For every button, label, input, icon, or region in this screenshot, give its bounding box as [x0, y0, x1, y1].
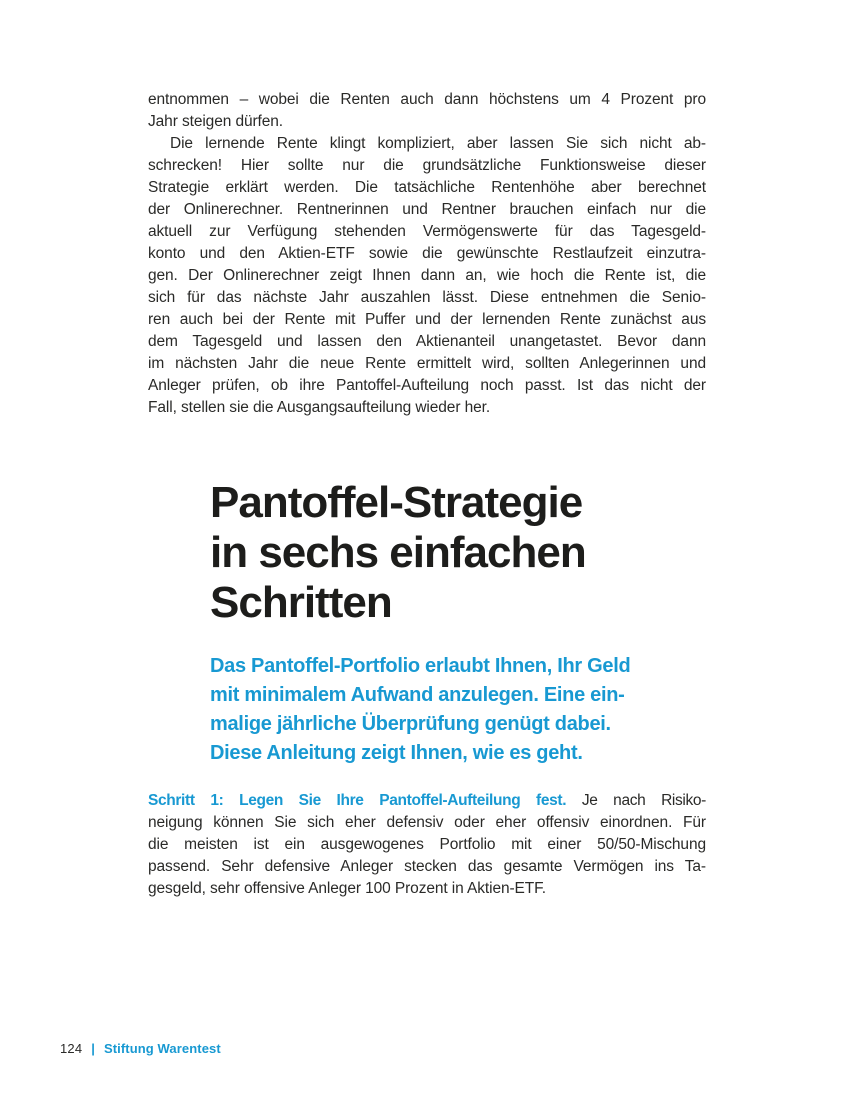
- text-line: Jahr steigen dürfen.: [148, 113, 284, 130]
- text-line: dem Tagesgeld und lassen den Aktienanteil unangetastet. Bevor dann: [148, 333, 706, 350]
- text-line: aktuell zur Verfügung stehenden Vermögenswerte für das Tagesgeld-: [148, 223, 706, 240]
- text-line: Die lernende Rente klingt kompliziert, aber lassen Sie sich nicht ab-: [170, 135, 706, 152]
- chapter-lead-line: Das Pantoffel-Portfolio erlaubt Ihnen, Ihr Geld: [210, 655, 631, 677]
- chapter-title-line: Schritten: [210, 578, 392, 627]
- chapter-lead-line: Diese Anleitung zeigt Ihnen, wie es geht.: [210, 742, 583, 764]
- text-line: Strategie erklärt werden. Die tatsächliche Rentenhöhe aber berechnet: [148, 179, 706, 196]
- text-line: entnommen – wobei die Renten auch dann höchstens um 4 Prozent pro: [148, 91, 706, 108]
- page-number: 124: [60, 1041, 83, 1056]
- chapter-lead: [210, 652, 710, 768]
- text-line: die meisten ist ein ausgewogenes Portfolio mit einer 50/50-Mischung: [148, 836, 706, 853]
- text-line: konto und den Aktien-ETF sowie die gewünschte Restlaufzeit einzutra-: [148, 245, 706, 262]
- intro-paragraphs: [148, 89, 706, 419]
- chapter-title-line: Pantoffel-Strategie: [210, 478, 583, 527]
- chapter-lead-line: mit minimalem Aufwand anzulegen. Eine ein-: [210, 684, 625, 706]
- text-line: im nächsten Jahr die neue Rente ermittelt wird, sollten Anlegerinnen und: [148, 355, 706, 372]
- text-line: schrecken! Hier sollte nur die grundsätzliche Funktionsweise dieser: [148, 157, 706, 174]
- step1-paragraph: [148, 790, 706, 900]
- text-line: Anleger prüfen, ob ihre Pantoffel-Aufteilung noch passt. Ist das nicht der: [148, 377, 706, 394]
- content-column: [148, 0, 706, 1100]
- text-line: neigung können Sie sich eher defensiv oder eher offensiv einordnen. Für: [148, 814, 706, 831]
- publisher-name: Stiftung Warentest: [103, 1041, 221, 1056]
- text-line: passend. Sehr defensive Anleger stecken das gesamte Vermögen ins Ta-: [148, 858, 706, 875]
- text-line: der Onlinerechner. Rentnerinnen und Rentner brauchen einfach nur die: [148, 201, 706, 218]
- chapter-title-line: in sechs einfachen: [210, 528, 586, 577]
- text-line: ren auch bei der Rente mit Puffer und der lernenden Rente zunächst aus: [148, 311, 706, 328]
- text-line: gesgeld, sehr offensive Anleger 100 Prozent in Aktien-ETF.: [148, 880, 547, 897]
- text-line: sich für das nächste Jahr auszahlen lässt. Diese entnehmen die Senio-: [148, 289, 706, 306]
- page-footer: [60, 1041, 221, 1056]
- step1-line1-rest: Je nach Risiko-: [566, 792, 706, 809]
- step1-label: Schritt 1: Legen Sie Ihre Pantoffel-Aufteilung fest.: [148, 792, 567, 809]
- chapter-lead-line: malige jährliche Überprüfung genügt dabei.: [210, 713, 611, 735]
- chapter-title: [210, 478, 680, 628]
- text-line: gen. Der Onlinerechner zeigt Ihnen dann an, wie hoch die Rente ist, die: [148, 267, 706, 284]
- footer-divider: |: [91, 1041, 95, 1056]
- text-line: [148, 790, 706, 812]
- text-line: Fall, stellen sie die Ausgangsaufteilung wieder her.: [148, 399, 491, 416]
